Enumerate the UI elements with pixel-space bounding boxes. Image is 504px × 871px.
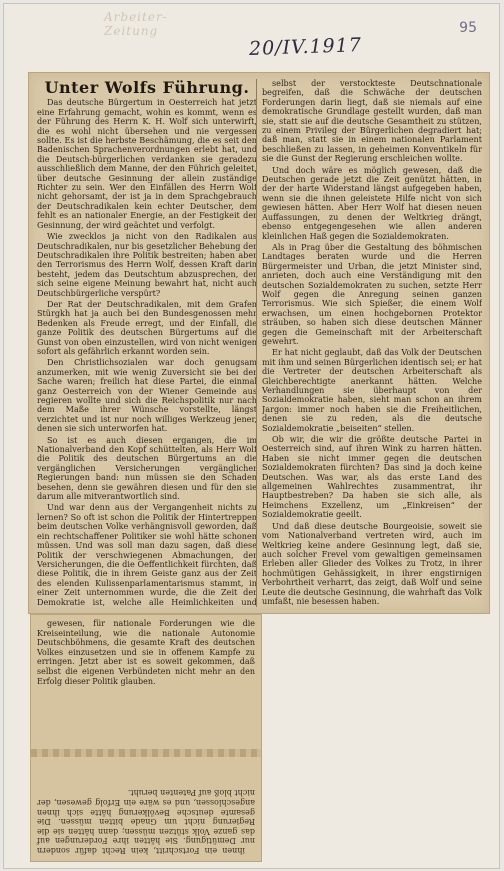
continuation-text xyxy=(37,619,255,688)
paragraph: ihnen ein Fortschritt, kein Recht dafür sondern nur Demütigung. Sie hätten ihre Forderungen auf das ganze Volk stützen müssen; dann hätten sie die Regierung nicht um Gnade bitten müssen. Die gesamte deutsche Bevölkerung hätte sich ihnen angeschlossen, und es wäre ein Erfolg gewesen, der nicht bloß auf Patenten beruht. xyxy=(37,788,255,855)
newspaper-clipping xyxy=(28,72,490,614)
upside-down-text xyxy=(37,755,255,855)
article-right-column xyxy=(262,79,482,607)
paragraph: Das deutsche Bürgertum in Oesterreich hat jetzt eine Erfahrung gemacht, wohin es kommt, wenn es der Führung des Herrn K. H. Wolf sich unterwirft, die es wohl nicht übersehen und nie vergessen sollte. Es ist die herbste Beschämung, die es seit den Badenischen Sprachenverordnungen erlebt hat, und die Deutsch-bürgerlichen verdanken sie geradezu ausschließlich dem Manne, der den Führich geleitet, über deutsche Gesinnung der allein zuständige Richter zu sein. Wer den Einfällen des Herrn Wolf nicht gehorsamt, der ist ja in dem Sprachgebrauch der Deutschradikalen kein echter Deutscher, dem fehlt es an nationaler Energie, an der Festigkeit der Gesinnung, der wird geächtet und verfolgt. xyxy=(37,97,257,230)
paragraph: Als in Prag über die Gestaltung des böhmischen Landtages beraten wurde und die Herren Bürgermeister und Urban, die jetzt Minister sind, anrieten, doch auch eine Verständigung mit den deutschen Sozialdemokraten zu suchen, setzte Herr Wolf gegen die Anregung seinen ganzen Terrorismus. Wie sich Spießer, die einem Wolf erwachsen, um einen hochgebornen Protektor sträuben, so haben sich diese deutschen Männer gegen die Gemeinschaft mit der Arbeiterschaft gewehrt. xyxy=(262,241,482,346)
paragraph: Der Rat der Deutschradikalen, mit dem Grafen Stürgkh hat ja auch bei den Bundesgenossen mehr Bedenken als Freude erregt, und der Einfall, die ganze Politik des deutschen Bürgertums auf die Gunst von oben einzustellen, wird von nicht wenigen sofort als gefährlich erkannt worden sein. xyxy=(37,298,257,356)
paragraph: Er hat nicht geglaubt, daß das Volk der Deutschen mit ihm und seinen Bürgerlichen identisch sei; er hat die Vertreter der deutschen Arbeiterschaft als Gleichberechtigte anerkannt hätten. Welche Verhandlungen sie überhaupt von der Sozialdemokratie haben, sieht man schon an ihrem Jargon: immer noch haben sie die Freiheitlichen, denen sie zu reden, als die deutsche Sozialdemokratie „beiseiten“ stellen. xyxy=(262,347,482,433)
column-divider xyxy=(256,79,257,607)
article-left-column xyxy=(37,79,257,607)
paragraph: Und doch wäre es möglich gewesen, daß die Deutschen gerade jetzt die Zeit genützt hätten, in der der harte Widerstand längst aufgegeben haben, wenn sie die ihnen geleistete Hilfe nicht von sich gewiesen hätten. Aber Herr Wolf hat diesen neuen Auffassungen, zu denen der Weltkrieg drängt, ebenso entgegengesehen wie allen anderen kleinlichen Haß gegen die Sozialdemokraten. xyxy=(262,164,482,241)
paragraph: Den Christlichsozialen war doch genugsam anzumerken, mit wie wenig Zuversicht sie bei der Sache waren; freilich hat diese Partei, die einmal ganz Oesterreich von der Wiener Gemeinde aus regieren wollte und sich die Reichspolitik nur nach dem Maße ihrer Wünsche vorstellte, längst verzichtet und ist nur noch williges Werkzeug jener, denen sie sich unterworfen hat. xyxy=(37,357,257,434)
paragraph: Und war denn aus der Vergangenheit nichts zu lernen? So oft ist schon die Politik der Hintertreppen beim deutschen Volke verhängnisvoll geworden, daß ein rechtschaffener Politiker sie wohl hätte schonen müssen. Und was soll man dazu sagen, daß diese Politik der verschwiegenen Abmachungen, der Versicherungen, die die Oeffentlichkeit fürchten, daß diese Politik, die in ihrem Geiste ganz aus der Zeit des elenden Kulissenparlamentarismus stammt, in einer Zeit unternommen wurde, die die Zeit der Demokratie ist, welche alle Heimlichkeiten und xyxy=(37,502,257,607)
paragraph: selbst der verstockteste Deutschnationale begreifen, daß die Schwäche der deutschen Forderungen darin liegt, daß sie niemals auf eine demokratische Grundlage gestellt wurden, daß man sie, statt sie auf die deutsche Gesamtheit zu stützen, zu einem Privileg der Bürgerlichen degradiert hat; daß man, statt sie in einem nationalen Parlament beschließen zu lassen, in geheimen Konventikeln für sie die Gunst der Regierung erschleichen wollte. xyxy=(262,79,482,164)
page-number: 95 xyxy=(459,20,477,36)
paragraph: gewesen, für nationale Forderungen wie die Kreiseinteilung, wie die nationale Autonomie Deutschböhmens, die gesamte Kraft des deutschen Volkes einzusetzen und sie in offenem Kampfe zu erringen. Jetzt aber ist es soweit gekommen, daß selbst die eigenen Verbündeten nicht mehr an den Erfolg dieser Politik glauben. xyxy=(37,619,255,686)
paragraph: So ist es auch diesen ergangen, die im Nationalverband den Kopf schüttelten, als Herr Wolf die Politik des deutschen Bürgertums an die vergänglichen Versicherungen vergänglicher Regierungen band: nun müssen sie den Schaden besehen, denn sie gewähren diesen und für den sie darum alle mitverantwortlich sind. xyxy=(37,434,257,502)
article-title: Unter Wolfs Führung. xyxy=(44,79,250,97)
handwritten-date: 20/IV.1917 xyxy=(248,34,363,60)
paragraph: Ob wir, die wir die größte deutsche Partei in Oesterreich sind, auf ihren Wink zu harren hätten. Haben sie nicht immer gegen die deutschen Sozialdemokraten fürchten? Das sind ja doch keine Deutschen. Was war, als das erste Land des allgemeinen Wahlrechtes zusammentrat, ihr Hauptbestreben? Da haben sie sich alle, als Heimchens Exzellenz, um „Einkreisen“ der Sozialdemokratie geeilt. xyxy=(262,434,482,520)
faint-masthead: Arbeiter-Zeitung xyxy=(104,10,168,38)
paragraph: Und daß diese deutsche Bourgeoisie, soweit sie vom Nationalverband vertreten wird, auch im Weltkrieg keine andere Gesinnung legt, daß sie, auch solcher Frevel vom gewaltigen gemeinsamen Erleben aller Glieder des Volkes zu Trotz, in ihrer hochmütigen Gehässigkeit, in ihrer engstirnigen Verbohrtheit verharrt, das zeigt, daß Wolf und seine Leute die deutsche Gesinnung, die wahrhaft das Volk umfaßt, nie besessen haben. xyxy=(262,520,482,606)
continuation-strip xyxy=(30,614,262,862)
paragraph: Wie zwecklos ja nicht von den Radikalen aus Deutschradikalen, nur bis gesetzlicher Behebung der Deutschradikalen ihre Politik bestreiten; haben aber den Terrorismus des Herrn Wolf, dessen Kraft darin besteht, jedem das Deutschtum abzusprechen, der sich seine eigene Meinung bewahrt hat, nicht auch Deutschbürgerliche verspürt? xyxy=(37,231,257,298)
